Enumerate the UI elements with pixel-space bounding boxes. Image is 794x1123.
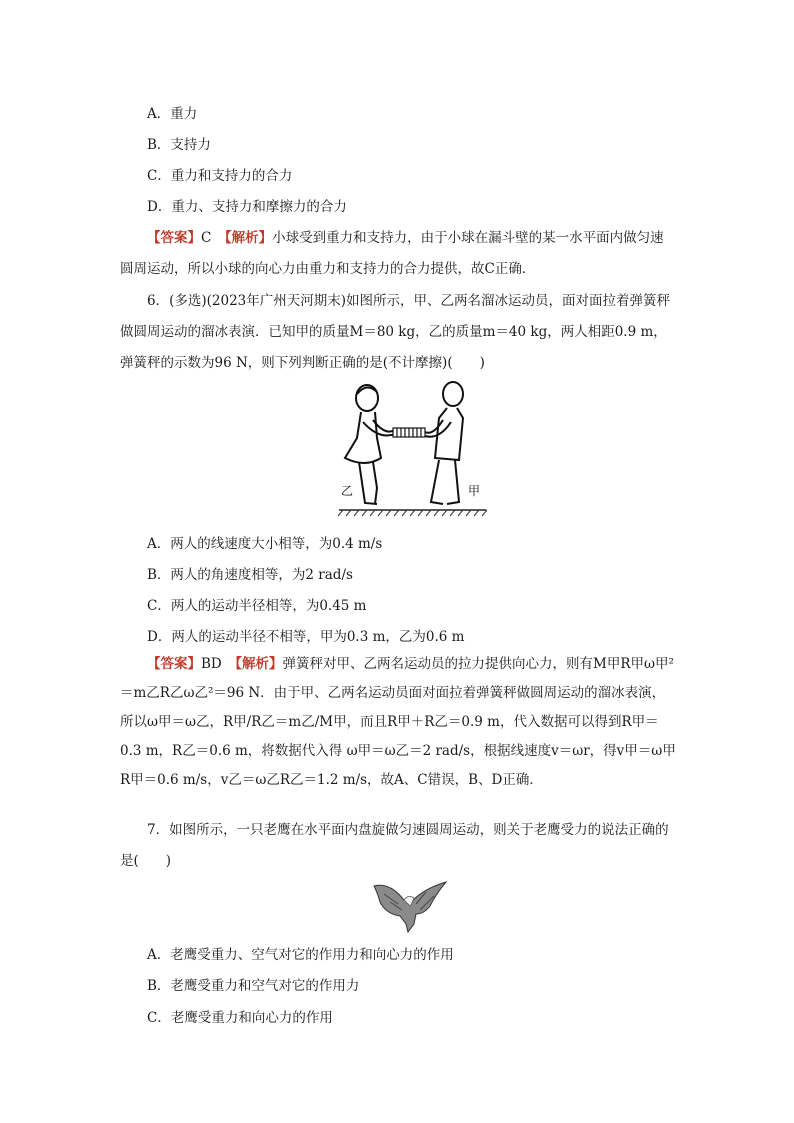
eagle-image [370,880,450,935]
q6-option-c: C．两人的运动半径相等，为0.45 m [147,598,367,614]
q6-option-a: A．两人的线速度大小相等，为0.4 m/s [147,536,383,552]
q7-option-c: C．老鹰受重力和向心力的作用 [147,1010,333,1026]
answer-value: BD [201,656,222,672]
q6-option-b: B．两人的角速度相等，为2 rad/s [147,567,353,583]
answer-tag: 【答案】 [147,230,201,246]
analysis-tag: 【解析】 [224,230,273,246]
q7-option-a: A．老鹰受重力、空气对它的作用力和向心力的作用 [147,947,454,963]
q7-option-b: B．老鹰受重力和空气对它的作用力 [147,978,360,994]
skaters-figure [335,378,490,518]
q5-option-d: D．重力、支持力和摩擦力的合力 [147,199,347,215]
q6-option-d: D．两人的运动半径不相等，甲为0.3 m，乙为0.6 m [147,629,465,645]
analysis-text: 小球受到重力和支持力，由于小球在漏斗壁的某一水平面内做匀速圆周运动，所以小球的向心力由重力和支持力的合力提供，故C正确． [120,230,664,277]
analysis-text: 弹簧秤对甲、乙两名运动员的拉力提供向心力，则有M甲R甲ω甲²＝m乙R乙ω乙²＝96 N．由于甲、乙两名运动员面对面拉着弹簧秤做圆周运动的溜冰表演，所以ω甲＝ω乙，R甲/R乙＝m乙/M甲，而且R甲＋R乙＝0.9 m，代入数据可以得到R甲＝0.3 m，R乙＝0.6 m，将数据代入得 ω甲＝ω乙＝2 rad/s，根据线速度v＝ωr，得v甲＝ω甲R甲＝0.6 m/s，v乙＝ω乙R乙＝1.2 m/s，故A、C错误，B、D正确． [120,656,676,788]
q7-stem: 7．如图所示，一只老鹰在水平面内盘旋做匀速圆周运动，则关于老鹰受力的说法正确的是( ) [120,822,669,869]
answer-value: C [201,230,212,246]
q6-answer [120,650,676,795]
label-yi: 乙 [341,484,354,498]
answer-tag: 【答案】 [147,656,201,672]
analysis-tag: 【解析】 [235,656,283,672]
q6-stem: 6．(多选)(2023年广州天河期末)如图所示，甲、乙两名溜冰运动员，面对面拉着弹簧秤做圆周运动的溜冰表演．已知甲的质量M＝80 kg，乙的质量m＝40 kg，两人相距0.9 m，弹簧秤的示数为96 N，则下列判断正确的是(不计摩擦)( ) [120,293,671,371]
q5-option-a: A．重力 [147,106,198,122]
label-jia: 甲 [468,484,481,498]
q5-option-b: B．支持力 [147,137,211,153]
q5-option-c: C．重力和支持力的合力 [147,168,293,184]
q5-answer [120,223,676,285]
